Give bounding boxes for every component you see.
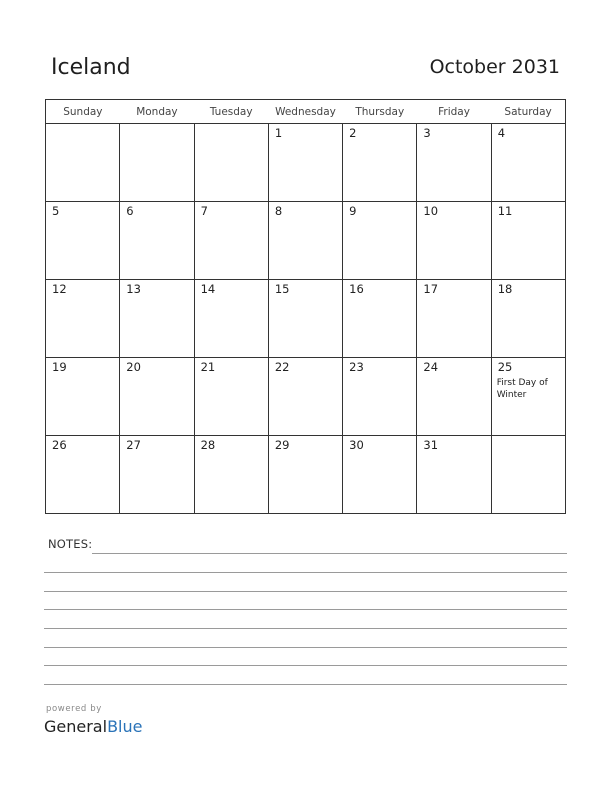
day-cell — [46, 280, 120, 358]
day-number: 20 — [126, 360, 141, 374]
day-number: 18 — [497, 282, 513, 296]
day-number: 23 — [349, 360, 364, 374]
day-cell — [46, 358, 120, 436]
day-cell — [491, 358, 565, 436]
day-number: 29 — [274, 438, 290, 452]
day-cell — [417, 202, 491, 280]
day-number: 15 — [274, 282, 290, 296]
day-cell — [268, 358, 342, 436]
brand-logo — [44, 717, 142, 736]
day-number: 12 — [52, 282, 67, 296]
day-number: 7 — [200, 204, 208, 218]
day-cell — [343, 124, 417, 202]
day-cell — [194, 436, 268, 514]
day-cell — [46, 436, 120, 514]
day-number: 3 — [423, 126, 431, 140]
day-cell — [46, 202, 120, 280]
notes-line — [92, 553, 567, 554]
day-number: 17 — [423, 282, 439, 296]
day-number: 4 — [497, 126, 506, 140]
day-number: 24 — [423, 360, 439, 374]
day-cell — [120, 202, 194, 280]
day-number: 19 — [52, 360, 67, 374]
notes-line — [44, 572, 567, 573]
week-row — [46, 124, 566, 202]
weekday-header: Saturday — [491, 100, 565, 124]
day-number: 30 — [349, 438, 364, 452]
day-cell — [343, 202, 417, 280]
day-cell — [194, 202, 268, 280]
brand-name-part2: Blue — [107, 717, 143, 736]
weekday-header: Sunday — [46, 100, 120, 124]
day-cell — [417, 280, 491, 358]
notes-line — [44, 647, 567, 648]
day-cell — [194, 124, 268, 202]
holiday-label: First Day of Winter — [496, 378, 548, 400]
day-number: 11 — [497, 204, 513, 218]
weekday-header: Friday — [417, 100, 491, 124]
weekday-header: Monday — [120, 100, 194, 124]
powered-by-label: powered by — [46, 704, 102, 714]
day-number: 25 — [497, 360, 513, 374]
week-row — [46, 280, 566, 358]
notes-line — [44, 628, 567, 629]
day-cell — [120, 124, 194, 202]
weekday-header-row — [46, 100, 566, 124]
day-number: 10 — [423, 204, 439, 218]
day-cell — [268, 436, 342, 514]
day-cell — [491, 436, 565, 514]
day-number: 26 — [52, 438, 67, 452]
calendar-country-title: Iceland — [51, 55, 131, 80]
calendar-grid — [45, 99, 566, 514]
day-cell — [120, 358, 194, 436]
weekday-header: Thursday — [343, 100, 417, 124]
day-cell — [491, 280, 565, 358]
day-cell — [268, 124, 342, 202]
notes-title: NOTES: — [48, 537, 93, 551]
notes-line — [44, 591, 567, 592]
day-number: 5 — [52, 204, 60, 218]
day-cell — [194, 280, 268, 358]
day-number: 28 — [200, 438, 216, 452]
day-number: 1 — [274, 126, 283, 140]
day-number: 16 — [349, 282, 364, 296]
notes-line — [44, 665, 567, 666]
day-number: 27 — [126, 438, 141, 452]
day-cell — [417, 436, 491, 514]
day-cell — [268, 202, 342, 280]
day-cell — [120, 280, 194, 358]
week-row — [46, 358, 566, 436]
day-cell — [491, 202, 565, 280]
notes-line — [44, 684, 567, 685]
day-cell — [417, 124, 491, 202]
day-number: 13 — [126, 282, 141, 296]
day-cell — [417, 358, 491, 436]
day-number: 21 — [200, 360, 216, 374]
weekday-header: Wednesday — [268, 100, 342, 124]
day-number: 8 — [274, 204, 283, 218]
week-row — [46, 202, 566, 280]
day-cell — [46, 124, 120, 202]
day-number: 6 — [126, 204, 134, 218]
notes-line — [44, 609, 567, 610]
day-number: 14 — [200, 282, 216, 296]
weekday-header: Tuesday — [194, 100, 268, 124]
day-number: 22 — [274, 360, 290, 374]
calendar-month-title: October 2031 — [429, 56, 560, 78]
day-number: 2 — [349, 126, 357, 140]
brand-name-part1: General — [44, 717, 108, 736]
day-cell — [343, 436, 417, 514]
day-cell — [120, 436, 194, 514]
day-cell — [268, 280, 342, 358]
day-cell — [491, 124, 565, 202]
day-cell — [343, 280, 417, 358]
week-row — [46, 436, 566, 514]
day-number: 9 — [349, 204, 357, 218]
day-cell — [343, 358, 417, 436]
day-cell — [194, 358, 268, 436]
day-number: 31 — [423, 438, 439, 452]
